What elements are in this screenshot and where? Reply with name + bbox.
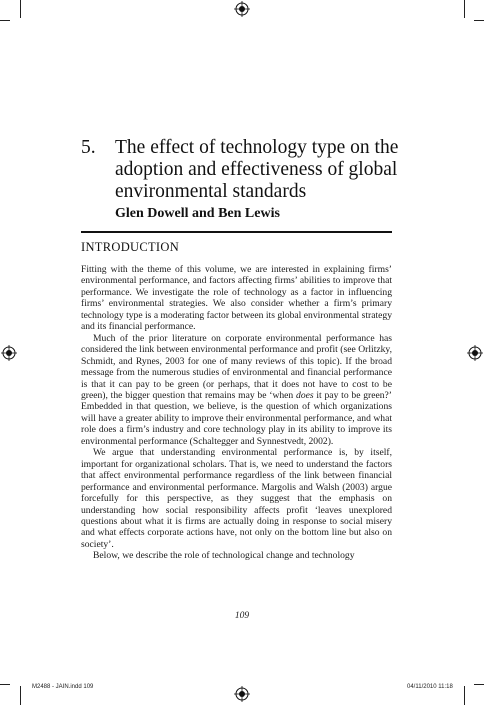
slug-date-label: 04/11/2010 11:18 <box>407 684 453 690</box>
chapter-number: 5. <box>81 137 96 158</box>
crop-mark-top-right-vertical <box>464 0 465 18</box>
slug-file-label: M2488 - JAIN.indd 109 <box>32 684 94 690</box>
section-rule <box>81 231 392 233</box>
registration-mark-icon <box>1 345 17 361</box>
paragraph: Fitting with the theme of this volume, we are interested in explaining firms’ environmental performance, and factors affecting firms’ abilities to improve that performance. We investigate the role of technology as a factor in influencing firms’ environmental strategies. We also consider whether a firm’s primary technology type is a moderating factor between its global environmental strategy and its financial performance. <box>81 264 392 333</box>
paragraph: Below, we describe the role of technological change and technology <box>93 550 355 562</box>
emphasis: does <box>296 389 314 401</box>
chapter-authors: Glen Dowell and Ben Lewis <box>115 206 280 221</box>
crop-mark-top-left-horizontal <box>0 20 10 21</box>
crop-mark-bottom-left-vertical <box>20 686 21 705</box>
paragraph: We argue that understanding environmental performance is, by itself, important for organizational scholars. That is, we need to understand the factors that affect environmental performance regardless of the link between financial performance and environmental performance. Margolis and Walsh (2003) argue forcefully for this perspective, as they suggest that the emphasis on understanding how social responsibility affects profit ‘leaves unexplored questions about what it is firms are actually doing in response to social misery and what effects corporate actions have, not only on the bottom line but also on society’. <box>81 447 392 550</box>
body-text <box>81 264 392 562</box>
registration-mark-icon <box>234 686 250 702</box>
chapter-title: The effect of technology type on the adoption and effectiveness of global environmental standards <box>115 137 399 202</box>
crop-mark-bottom-right-horizontal <box>474 684 484 685</box>
crop-mark-bottom-right-vertical <box>464 686 465 705</box>
page-number: 109 <box>234 611 250 621</box>
registration-mark-icon <box>234 1 250 17</box>
paragraph: Much of the prior literature on corporate environmental performance has considered the link between environmental performance and profit (see Orlitzky, Schmidt, and Rynes, 2003 for one of many reviews of this topic). If the broad message from the numerous studies of environmental and financial performance is that it can pay to be green (or perhaps, that it does not have to cost to be green), the bigger question that remains may be ‘when does it pay to be green?’ Embedded in that question, we believe, is the question of which organizations will have a greater ability to improve their environmental performance, and what role does a firm’s industry and core technology play in its ability to improve its environmental performance (Schaltegger and Synnestvedt, 2002). <box>81 332 392 447</box>
section-heading: INTRODUCTION <box>81 240 180 254</box>
registration-mark-icon <box>467 345 483 361</box>
crop-mark-top-left-vertical <box>20 0 21 18</box>
crop-mark-top-right-horizontal <box>474 20 484 21</box>
crop-mark-bottom-left-horizontal <box>0 684 10 685</box>
chapter-heading <box>81 137 401 203</box>
